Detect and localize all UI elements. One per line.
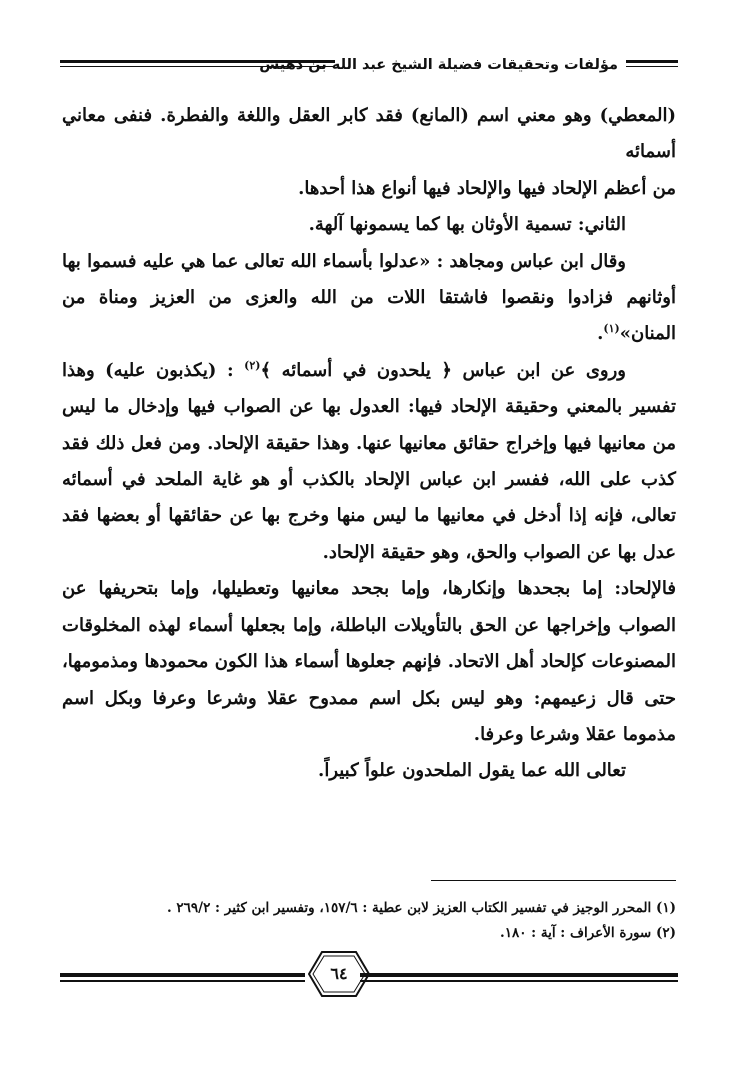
footnote: (٢) سورة الأعراف : آية : ١٨٠. [499,925,676,941]
paragraph [62,353,676,571]
paragraph: وقال ابن عباس ومجاهد : «عدلوا بأسماء الله تعالى عما هي عليه فسموا بها أوثانهم فزادوا ونقصوا فاشتقا اللات من الله والعزى من العزيز ومناة من المنان»$^{(١)}$. [62,250,676,345]
running-header [60,54,678,76]
paragraph [62,98,676,171]
text-line: (المعطي) وهو معني اسم (المانع) فقد كابر العقل واللغة والفطرة. فنفى معاني أسمائه [62,105,676,163]
header-rule-right [626,60,678,67]
paragraph: فالإلحاد: إما بجحدها وإنكارها، وإما بجحد معانيها وتعطيلها، وإما بتحريفها عن الصواب وإخراجها عن الحق بالتأويلات الباطلة، وإما بجعلها أسماء لهذه المخلوقات المصنوعات كإلحاد أهل الاتحاد. فإنهم جعلوها أسماء هذا الكون محمودها ومذمومها، حتى قال زعيمهم: وهو ليس بكل اسم ممدوح عقلا وشرعا وعرفا وبكل اسم مذموما عقلا وشرعا وعرفا. [62,578,676,745]
footer-rule-right [360,973,678,982]
text-line: من أعظم الإلحاد فيها والإلحاد فيها أنواع هذا أحدها. [298,177,676,199]
footnotes [62,896,676,946]
footnote: (١) المحرر الوجيز في تفسير الكتاب العزيز لابن عطية : ١٥٧/٦، وتفسير ابن كثير : ٢٦٩/٢ . [167,900,676,916]
footnote-ref[interactable]: (١) [603,322,620,336]
paragraph: تعالى الله عما يقول الملحدون علواً كبيراً. [318,760,626,782]
footnote-ref[interactable]: (٢) [244,358,261,372]
page-number: ٦٤ [330,964,348,983]
paragraph-text: : (يكذبون عليه) وهذا تفسير بالمعني وحقيقة الإلحاد فيها: العدول بها عن الصواب فيها وإدخال ما ليس من معانيها فيها وإخراج حقائق معانيها عنها. وهذا حقيقة الإلحاد. ومن فعل ذلك فقد كذب على الله، ففسر ابن عباس الإلحاد بالكذب أو هو غاية الملحد في أسمائه تعالى، فإنه إذا أدخل في معانيها ما ليس منها وخرج بها عن حقائقها أو بعضها فقد عدل بها عن الصواب والحق، وهو حقيقة الإلحاد. [62,359,676,563]
verse-citation: وروى عن ابن عباس ﴿ يلحدون في أسمائه ﴾ [260,359,626,381]
page-footer [60,950,678,1000]
quote-text: وقال ابن عباس ومجاهد : «عدلوا بأسماء الله تعالى عما هي عليه فسموا بها أوثانهم فزادوا ونقصوا فاشتقا اللات من الله والعزى من العزيز ومناة من المنان» [62,250,676,345]
main-text [62,98,676,790]
paragraph: الثاني: تسمية الأوثان بها كما يسمونها آلهة. [308,214,626,236]
footnote-separator [431,880,676,881]
paragraph [62,171,676,207]
footer-rule-left [60,973,305,982]
header-title: مؤلفات وتحقيقات فضيلة الشيخ عبد الله بن دهيش [259,57,618,73]
